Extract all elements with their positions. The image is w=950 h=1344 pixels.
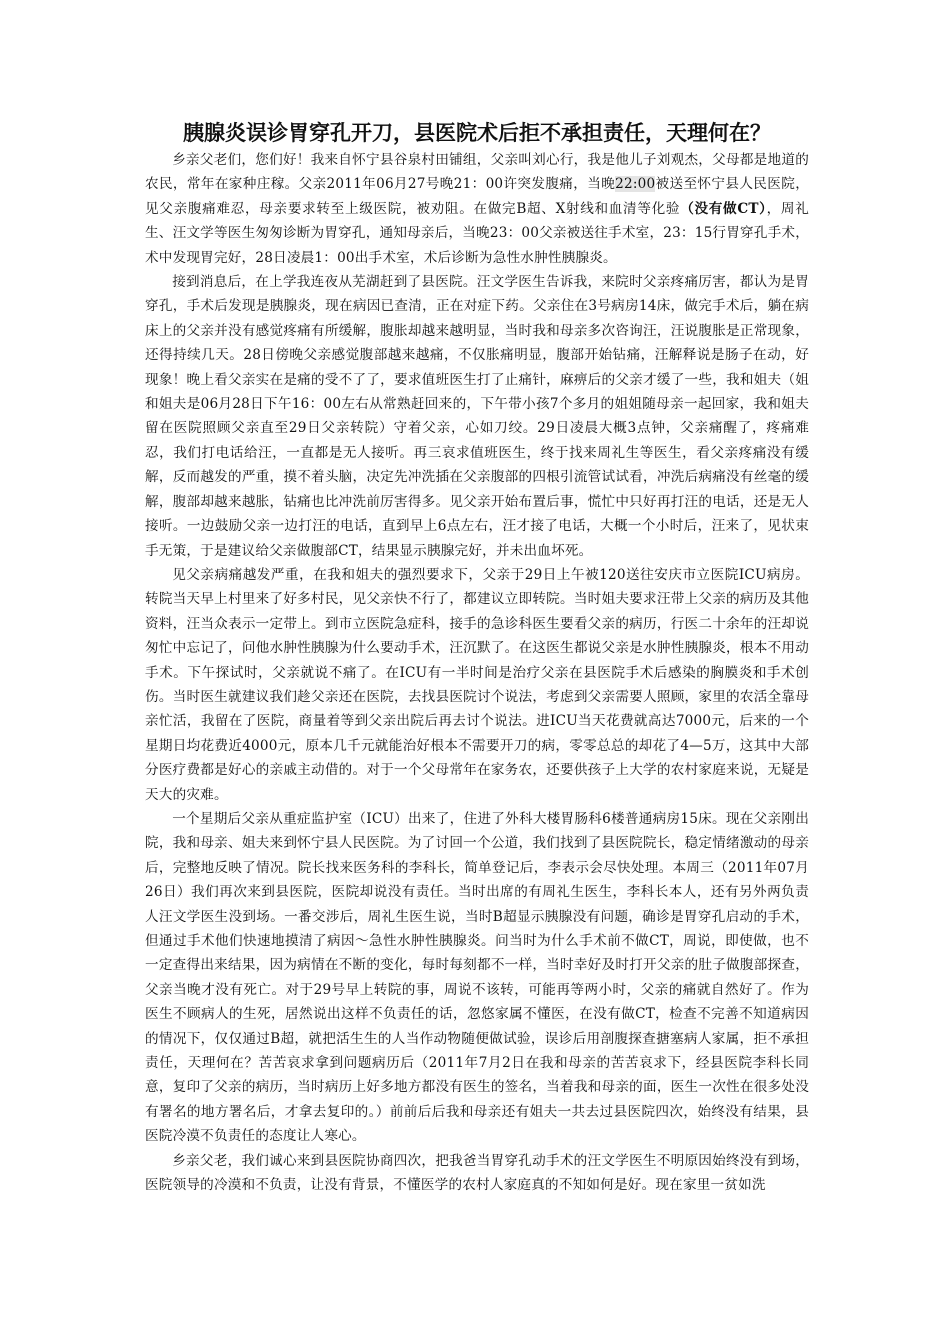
paragraph-4: 一个星期后父亲从重症监护室（ICU）出来了，住进了外科大楼胃肠科6楼普通病房15床。现在父亲刚出院，我和母亲、姐夫来到怀宁县人民医院。为了讨回一个公道，我们找到了县医院院长，稳定情绪激动的母亲后，完整地反映了情况。院长找来医务科的李科长，简单登记后，李表示会尽快处理。本周三（2011年07月26日）我们再次来到县医院，医院却说没有责任。当时出席的有周礼生医生，李科长本人，还有另外两负责人汪文学医生没到场。一番交涉后，周礼生医生说，当时B超显示胰腺没有问题，确诊是胃穿孔启动的手术，但通过手术他们快速地摸清了病因～急性水肿性胰腺炎。问当时为什么手术前不做CT，周说，即使做，也不一定查得出来结果，因为病情在不断的变化，每时每刻都不一样，当时幸好及时打开父亲的肚子做腹部探查，父亲当晚才没有死亡。对于29号早上转院的事，周说不该转，可能再等两小时，父亲的痛就自然好了。作为医生不顾病人的生死，居然说出这样不负责任的话，忽悠家属不懂医，在没有做CT，检查不完善不知道病因的情况下，仅仅通过B超，就把活生生的人当作动物随便做试验，误诊后用剖腹探查搪塞病人家属，拒不承担责任，天理何在？苦苦哀求拿到问题病历后（2011年7月2日在我和母亲的苦苦哀求下，经县医院李科长同意，复印了父亲的病历，当时病历上好多地方都没有医生的签名，当着我和母亲的面，医生一次性在很多处没有署名的地方署名后，才拿去复印的。）前前后后我和母亲还有姐夫一共去过县医院四次，始终没有结果，县医院冷漠不负责任的态度让人寒心。 [145, 810, 809, 1145]
document-page [145, 118, 809, 1197]
paragraph-1-text-b: 被送至怀宁县人民医院，见父亲腹痛难忍，母亲要求转至上级医院，被劝阻。在做完B超、X射线和血清等化验 [145, 176, 809, 217]
paragraph-1 [145, 148, 809, 270]
paragraph-3: 见父亲病痛越发严重，在我和姐夫的强烈要求下，父亲于29日上午被120送往安庆市立医院ICU病房。转院当天早上村里来了好多村民，见父亲快不行了，都建议立即转院。当时姐夫要求汪带上父亲的病历及其他资料，汪当众表示一定带上。到市立医院急症科，接手的急诊科医生要看父亲的病历，行医二十余年的汪却说匆忙中忘记了，问他水肿性胰腺为什么要动手术，汪沉默了。在这医生都说父亲是水肿性胰腺炎，根本不用动手术。下午探试时，父亲就说不痛了。在ICU有一半时间是治疗父亲在县医院手术后感染的胸膜炎和手术创伤。当时医生就建议我们趁父亲还在医院，去找县医院讨个说法，考虑到父亲需要人照顾，家里的农活全靠母亲忙活，我留在了医院，商量着等到父亲出院后再去讨个说法。进ICU当天花费就高达7000元，后来的一个星期日均花费近4000元，原本几千元就能治好根本不需要开刀的病，零零总总的却花了4—5万，这其中大部分医疗费都是好心的亲戚主动借的。对于一个父母常年在家务农，还要供孩子上大学的农村家庭来说，无疑是天大的灾难。 [145, 566, 809, 803]
paragraph-2: 接到消息后，在上学我连夜从芜湖赶到了县医院。汪文学医生告诉我，来院时父亲疼痛厉害，都认为是胃穿孔，手术后发现是胰腺炎，现在病因已查清，正在对症下药。父亲住在3号病房14床，做完手术后，躺在病床上的父亲并没有感觉疼痛有所缓解，腹胀却越来越明显，当时我和母亲多次咨询汪，汪说腹胀是正常现象，还得持续几天。28日傍晚父亲感觉腹部越来越痛，不仅胀痛明显，腹部开始钻痛，汪解释说是肠子在动，好现象！晚上看父亲实在是痛的受不了了，要求值班医生打了止痛针，麻痹后的父亲才缓了一些，我和姐夫（姐和姐夫是06月28日下午16：00左右从常熟赶回来的，下午带小孩7个多月的姐姐随母亲一起回家，我和姐夫留在医院照顾父亲直至29日父亲转院）守着父亲，心如刀绞。29日凌晨大概3点钟，父亲痛醒了，疼痛难忍，我们打电话给汪，一直都是无人接听。再三哀求值班医生，终于找来周礼生等医生，看父亲疼痛没有缓解，反而越发的严重，摸不着头脑，决定先冲洗插在父亲腹部的四根引流管试试看，冲洗后病痛没有丝毫的缓解，腹部却越来越胀，钻痛也比冲洗前厉害得多。见父亲开始布置后事，慌忙中只好再打汪的电话，还是无人接听。一边鼓励父亲一边打汪的电话，直到早上6点左右，汪才接了电话，大概一个小时后，汪来了，见状束手无策，于是建议给父亲做腹部CT，结果显示胰腺完好，并未出血坏死。 [145, 274, 809, 559]
highlighted-time: 22:00 [615, 176, 656, 193]
paragraph-1-text-c: ，周礼生、汪文学等医生匆匆诊断为胃穿孔，通知母亲后，当晚23：00父亲被送往手术室，23：15行胃穿孔手术，术中发现胃完好，28日凌晨1：00出手术室，术后诊断为急性水肿性胰腺炎。 [145, 200, 809, 266]
paragraph-5: 乡亲父老，我们诚心来到县医院协商四次，把我爸当胃穿孔动手术的汪文学医生不明原因始终没有到场，医院领导的冷漠和不负责，让没有背景，不懂医学的农村人家庭真的不知如何是好。现在家里一贫如洗 [145, 1152, 809, 1194]
document-title: 胰腺炎误诊胃穿孔开刀，县医院术后拒不承担责任，天理何在？ [183, 121, 771, 145]
paragraph-1-text-a: 乡亲父老们，您们好！我来自怀宁县谷泉村田铺组，父亲叫刘心行，我是他儿子刘观杰，父母都是地道的农民，常年在家种庄稼。父亲2011年06月27号晚21：00许突发腹痛，当晚 [145, 152, 809, 193]
bold-note-no-ct: （没有做CT） [680, 200, 767, 217]
